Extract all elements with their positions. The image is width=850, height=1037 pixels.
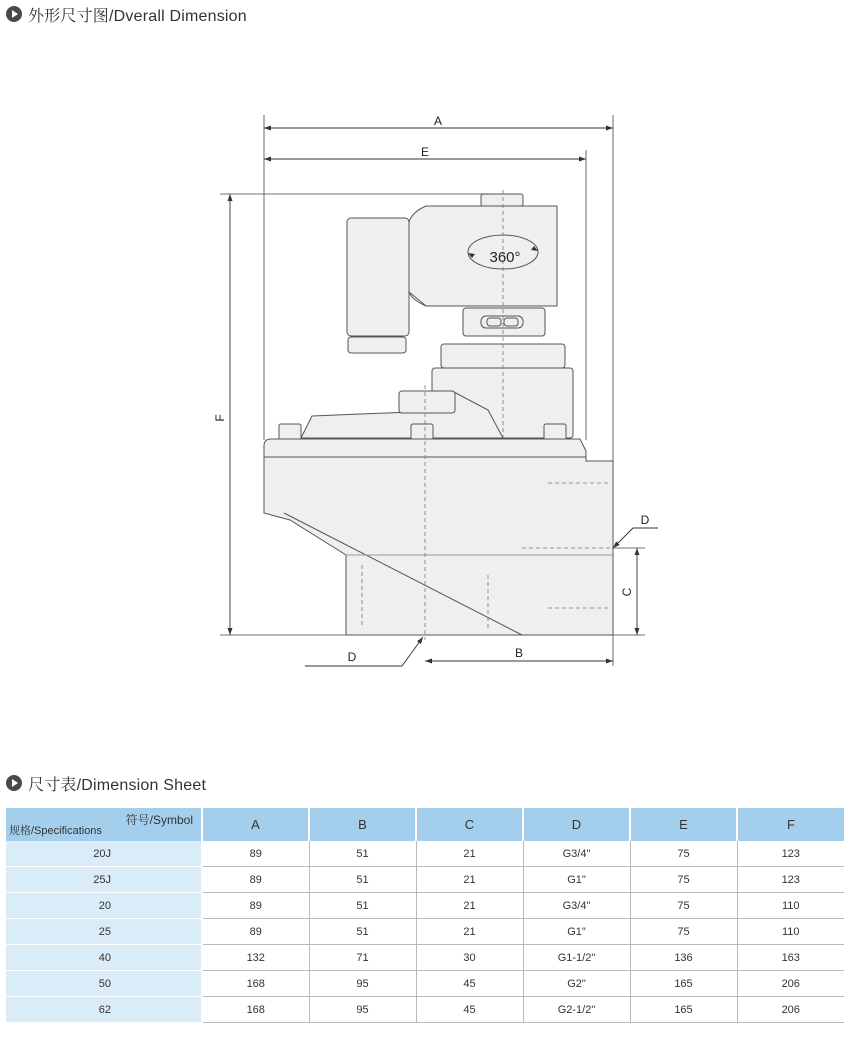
spec-cell: 20 [6, 893, 202, 919]
value-cell-a: 89 [202, 841, 309, 867]
cover-boss [399, 391, 455, 413]
table-row [6, 971, 844, 997]
bolt-center [411, 424, 433, 440]
solenoid-top-nut [481, 194, 523, 206]
valve-body [264, 194, 613, 635]
spec-cell: 25J [6, 867, 202, 893]
value-cell-c: 30 [416, 945, 523, 971]
value-cell-b: 71 [309, 945, 416, 971]
value-cell-d: G2-1/2" [523, 997, 630, 1023]
table-header-row [6, 808, 844, 841]
value-cell-e: 136 [630, 945, 737, 971]
spec-cell: 62 [6, 997, 202, 1023]
section-title-sheet: 尺寸表/Dimension Sheet [28, 776, 207, 794]
value-cell-e: 75 [630, 867, 737, 893]
value-cell-a: 89 [202, 893, 309, 919]
dim-label-f: F [213, 414, 227, 422]
value-cell-d: G1" [523, 867, 630, 893]
spec-cell: 40 [6, 945, 202, 971]
table-row [6, 945, 844, 971]
column-header-c: C [416, 808, 523, 841]
rotation-label: 360° [489, 249, 521, 266]
value-cell-f: 123 [737, 841, 844, 867]
spec-cell: 25 [6, 919, 202, 945]
dim-label-a: A [433, 114, 443, 128]
table-row [6, 919, 844, 945]
value-cell-a: 89 [202, 867, 309, 893]
play-circle-icon [6, 775, 22, 791]
value-cell-b: 51 [309, 919, 416, 945]
dim-label-e: E [420, 145, 430, 159]
table-corner-header [6, 808, 202, 841]
table-row [6, 841, 844, 867]
main-body [264, 439, 613, 635]
value-cell-a: 89 [202, 919, 309, 945]
dim-label-b: B [514, 646, 524, 660]
leader-d-bottom [305, 637, 423, 666]
solenoid-coil [409, 206, 557, 306]
corner-spec-label: 规格/Specifications [9, 825, 102, 837]
coil-connector [347, 218, 409, 336]
value-cell-f: 110 [737, 893, 844, 919]
value-cell-b: 51 [309, 867, 416, 893]
value-cell-f: 110 [737, 919, 844, 945]
value-cell-c: 21 [416, 867, 523, 893]
value-cell-f: 163 [737, 945, 844, 971]
value-cell-c: 45 [416, 997, 523, 1023]
column-header-f: F [737, 808, 844, 841]
spec-cell: 20J [6, 841, 202, 867]
value-cell-f: 206 [737, 971, 844, 997]
column-header-a: A [202, 808, 309, 841]
value-cell-d: G1" [523, 919, 630, 945]
value-cell-b: 51 [309, 841, 416, 867]
column-header-b: B [309, 808, 416, 841]
value-cell-e: 75 [630, 841, 737, 867]
value-cell-a: 168 [202, 971, 309, 997]
spec-cell: 50 [6, 971, 202, 997]
value-cell-c: 21 [416, 919, 523, 945]
value-cell-f: 206 [737, 997, 844, 1023]
value-cell-d: G1-1/2" [523, 945, 630, 971]
bolt-right [544, 424, 566, 440]
dim-label-d-bottom: D [347, 650, 357, 664]
value-cell-d: G3/4" [523, 841, 630, 867]
dim-label-c: C [620, 587, 634, 597]
table-row [6, 893, 844, 919]
bolt-left [279, 424, 301, 440]
dim-label-d-top: D [640, 513, 650, 527]
value-cell-c: 21 [416, 893, 523, 919]
value-cell-a: 132 [202, 945, 309, 971]
value-cell-c: 21 [416, 841, 523, 867]
connector-cap [348, 337, 406, 353]
dimension-sheet-table [6, 808, 844, 1023]
value-cell-b: 95 [309, 997, 416, 1023]
table-row [6, 867, 844, 893]
column-header-e: E [630, 808, 737, 841]
value-cell-e: 75 [630, 893, 737, 919]
section-heading-sheet [6, 773, 206, 793]
value-cell-e: 165 [630, 971, 737, 997]
value-cell-f: 123 [737, 867, 844, 893]
column-header-d: D [523, 808, 630, 841]
value-cell-d: G2" [523, 971, 630, 997]
value-cell-b: 95 [309, 971, 416, 997]
value-cell-d: G3/4" [523, 893, 630, 919]
value-cell-b: 51 [309, 893, 416, 919]
value-cell-e: 165 [630, 997, 737, 1023]
value-cell-a: 168 [202, 997, 309, 1023]
table-row [6, 997, 844, 1023]
section-title-overall: 外形尺寸图/Dverall Dimension [28, 7, 247, 25]
leader-d-top [613, 528, 658, 548]
value-cell-e: 75 [630, 919, 737, 945]
corner-symbol-label: 符号/Symbol [125, 813, 193, 827]
value-cell-c: 45 [416, 971, 523, 997]
